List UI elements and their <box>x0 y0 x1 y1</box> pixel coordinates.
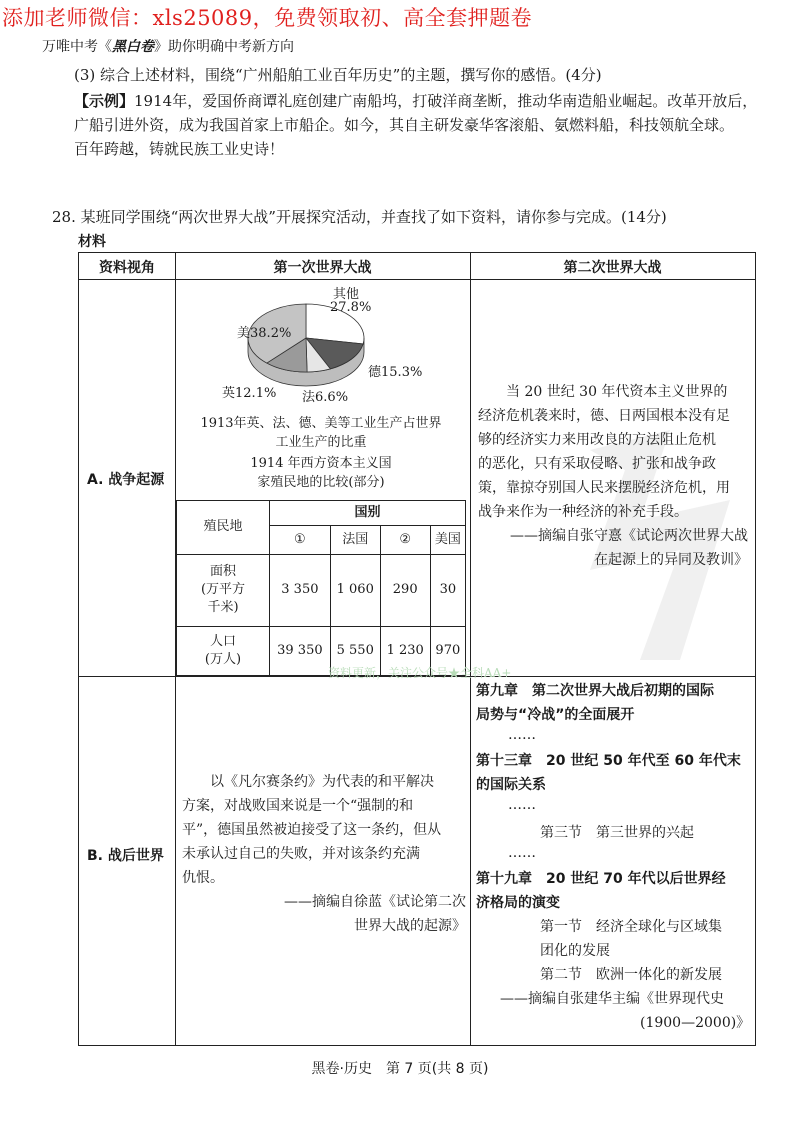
population-value: 39 350 <box>270 626 331 675</box>
toc-ellipsis: …… <box>508 845 536 861</box>
toc-source-line2: (1900—2000)》 <box>640 1015 751 1031</box>
example-line-3: 百年跨越，铸就民族工业史诗！ <box>74 140 285 158</box>
pie-caption: 1913年英、法、德、美等工业生产占世界 工业生产的比重 <box>200 416 442 450</box>
toc-section1-line2: 团化的发展 <box>540 943 610 959</box>
example-line-2: 广船引进外资，成为我国首家上市船企。如今，其自主研发豪华客滚船、氨燃料船，科技领航全球。 <box>74 116 735 134</box>
country-france: 法国 <box>330 525 380 554</box>
page-header: 万唯中考《黑白卷》助你明确中考新方向 <box>42 39 294 55</box>
population-label: 人口 (万人) <box>177 626 270 675</box>
pie-label-france: 法6.6% <box>302 390 349 405</box>
ad-banner: 添加老师微信：xls25089，免费领取初、高全套押题卷 <box>2 6 533 30</box>
ww2-origin-quote: 当 20 世纪 30 年代资本主义世界的 经济危机袭来时，德、日两国根本没有足 够的经济实力来用改良的方法阻止危机 的恶化，只有采取侵略、扩张和战争政 策，靠掠夺别国人民来摆脱经济危机，用 战争来作为一种经济的补充手段。 <box>478 384 730 520</box>
example-line-1: 【示例】1914年，爱国侨商谭礼庭创建广南船坞，打破洋商垄断，推动华南造船业崛起。改革开放后， <box>74 92 758 110</box>
country-blank-2: ② <box>380 525 430 554</box>
area-value: 30 <box>430 554 465 626</box>
country-blank-1: ① <box>270 525 331 554</box>
col-header-ww2: 第二次世界大战 <box>563 260 662 276</box>
toc-ch9-line1: 第九章 第二次世界大战后初期的国际 <box>476 683 714 699</box>
toc-ch19-line2: 济格局的演变 <box>476 895 560 911</box>
colony-table <box>176 500 466 676</box>
pie-label-other-value: 27.8% <box>330 300 372 315</box>
population-value: 5 550 <box>330 626 380 675</box>
q3-prompt: (3) 综合上述材料，围绕“广州船舶工业百年历史”的主题，撰写你的感悟。(4分) <box>74 66 602 84</box>
row-label-origin: A. 战争起源 <box>87 472 165 488</box>
colony-row-header: 殖民地 <box>177 501 270 555</box>
toc-section3: 第三节 第三世界的兴起 <box>540 825 694 841</box>
area-value: 1 060 <box>330 554 380 626</box>
toc-ch9-line2: 局势与“冷战”的全面展开 <box>476 707 635 723</box>
toc-ellipsis: …… <box>508 727 536 743</box>
pie-label-usa: 美38.2% <box>237 326 292 341</box>
area-value: 290 <box>380 554 430 626</box>
ww2-origin-source: ——摘编自张守憙《试论两次世界大战 在起源上的异同及教训》 <box>510 528 748 568</box>
toc-ch19-line1: 第十九章 20 世纪 70 年代以后世界经 <box>476 871 726 887</box>
toc-ellipsis: …… <box>508 797 536 813</box>
watermark-text: 资料更新，关注公众号★全科AA+ <box>328 666 512 680</box>
toc-section2: 第二节 欧洲一体化的新发展 <box>540 967 722 983</box>
ww1-postwar-quote: 以《凡尔赛条约》为代表的和平解决 方案，对战败国来说是一个“强制的和 平”，德国虽然被迫接受了这一条约，但从 未承认过自己的失败，并对该条约充满 仇恨。 <box>182 774 442 886</box>
brand-name: 黑白卷 <box>112 39 154 55</box>
population-value: 970 <box>430 626 465 675</box>
toc-section1-line1: 第一节 经济全球化与区域集 <box>540 919 722 935</box>
country-group-header: 国别 <box>270 501 466 526</box>
pie-label-germany: 德15.3% <box>368 365 423 380</box>
example-tag: 【示例】 <box>74 92 135 110</box>
toc-ch13-line2: 的国际关系 <box>476 777 546 793</box>
material-label: 材料 <box>78 234 106 250</box>
area-value: 3 350 <box>270 554 331 626</box>
toc-source-line1: ——摘编自张建华主编《世界现代史 <box>500 991 724 1007</box>
q28-stem: 28. 某班同学围绕“两次世界大战”开展探究活动，并查找了如下资料，请你参与完成。(14分) <box>52 208 667 226</box>
page-footer: 黑卷·历史 第 7 页(共 8 页) <box>311 1061 489 1077</box>
colony-caption: 1914 年西方资本主义国 家殖民地的比较(部分) <box>250 456 392 490</box>
pie-label-uk: 英12.1% <box>222 386 277 401</box>
row-label-postwar: B. 战后世界 <box>87 848 164 864</box>
col-header-perspective: 资料视角 <box>99 260 155 276</box>
country-usa: 美国 <box>430 525 465 554</box>
ww1-postwar-source: ——摘编自徐蓝《试论第二次 世界大战的起源》 <box>284 894 466 934</box>
pie-label-other: 其他 <box>333 287 360 302</box>
toc-ch13-line1: 第十三章 20 世纪 50 年代至 60 年代末 <box>476 753 741 769</box>
col-header-ww1: 第一次世界大战 <box>273 260 372 276</box>
area-label: 面积 (万平方 千米) <box>177 554 270 626</box>
population-value: 1 230 <box>380 626 430 675</box>
